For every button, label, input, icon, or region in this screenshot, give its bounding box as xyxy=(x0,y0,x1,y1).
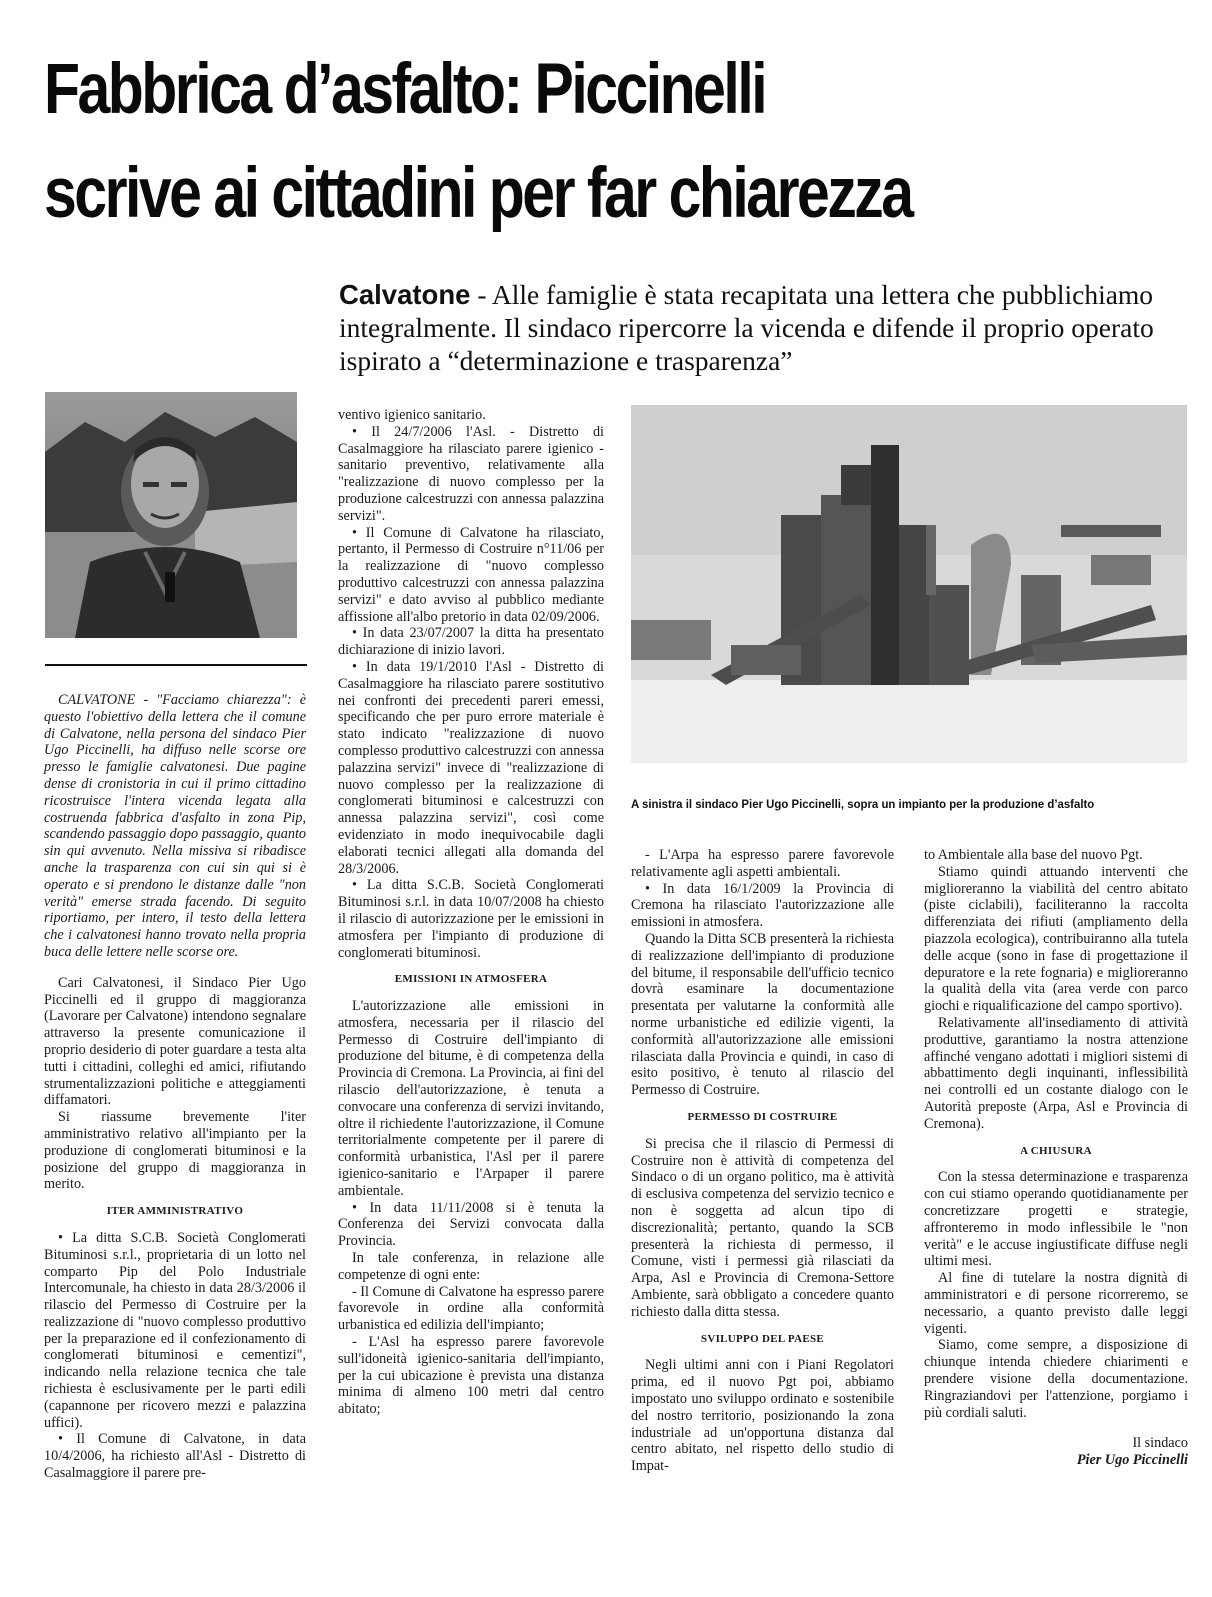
subheadline-place: Calvatone xyxy=(339,279,471,310)
article-paragraph: • In data 11/11/2008 si è tenuta la Conferenza dei Servizi convocata dalla Provincia. xyxy=(338,1199,604,1250)
article-paragraph: Relativamente all'insediamento di attività produttive, garantiamo la nostra attenzione affinché vengano adottati i migliori sistemi di abbattimento degli inquinanti, inflessibilità nei controlli ed un costante dialogo con le Autorità preposte (Arpa, Asl e Provincia di Cremona). xyxy=(924,1014,1188,1132)
article-paragraph: • Il Comune di Calvatone, in data 10/4/2006, ha richiesto all'Asl - Distretto di Casalmaggiore il parere pre- xyxy=(44,1431,306,1482)
section-heading: PERMESSO DI COSTRUIRE xyxy=(687,1110,838,1123)
section-heading: EMISSIONI IN ATMOSFERA xyxy=(394,973,548,986)
article-paragraph: Si precisa che il rilascio di Permessi di Costruire non è attività di competenza del Sindaco o di un organo politico, ma è attività di esclusiva competenza del servizio tecnico e non è soggetta ad alcun tipo di discrezionalità; pertanto, quando la SCB presenterà la richiesta di permesso, il Comune, visti i permessi già rilasciati da Arpa, Asl e Provincia di Cremona-Settore Ambiente, sarà obbligato a concedere quanto richiesto dalla ditta stessa. xyxy=(631,1135,894,1320)
article-paragraph: Siamo, come sempre, a disposizione di chiunque intenda chiedere chiarimenti e prendere visione della documentazione. Ringraziandovi per l'attenzione, porgiamo i più cordiali saluti. xyxy=(924,1337,1188,1421)
article-column-3 xyxy=(631,847,894,1475)
article-paragraph: to Ambientale alla base del nuovo Pgt. xyxy=(924,847,1143,863)
section-heading: A CHIUSURA xyxy=(1020,1144,1092,1157)
article-paragraph: • Il Comune di Calvatone ha rilasciato, pertanto, il Permesso di Costruire n°11/06 per la realizzazione di "nuovo complesso produttivo calcestruzzi con annessa palazzina servizi" e dato avviso al pubblico mediante affissione all'albo pretorio in data 02/09/2006. xyxy=(338,524,604,625)
article-paragraph: In tale conferenza, in relazione alle competenze di ogni ente: xyxy=(338,1250,604,1283)
article-paragraph: Cari Calvatonesi, il Sindaco Pier Ugo Piccinelli ed il gruppo di maggioranza (Lavorare per Calvatone) intendono segnalare attraverso la presente comunicazione il proprio desiderio di poter guardare a testa alta tutti i cittadini, colleghi ed amici, rifiutando strumentalizzazioni politiche e atteggiamenti diffamatori. xyxy=(44,974,306,1109)
asphalt-plant-photo xyxy=(631,405,1187,763)
section-heading: ITER AMMINISTRATIVO xyxy=(106,1205,244,1218)
article-paragraph: Con la stessa determinazione e trasparenza con cui stiamo operando quotidianamente per concretizzare progetti e strategie, affronteremo in modo inflessibile le "non verità" e le accuse ingiustificate diffuse negli ultimi mesi. xyxy=(924,1169,1188,1270)
signature-name: Pier Ugo Piccinelli xyxy=(1076,1452,1188,1469)
article-paragraph: - L'Asl ha espresso parere favorevole sull'idoneità igienico-sanitaria dell'impianto, per la cui ubicazione è prevista una distanza minima di almeno 100 metri dal centro abitato; xyxy=(338,1334,604,1418)
photo-caption: A sinistra il sindaco Pier Ugo Piccinelli, sopra un impianto per la produzione d’asfalto xyxy=(631,797,1095,811)
article-column-1 xyxy=(44,692,306,1482)
article-paragraph: Al fine di tutelare la nostra dignità di amministratori e di persone ricorreremo, se necessario, a quanto previsto dalle leggi vigenti. xyxy=(924,1270,1188,1337)
headline xyxy=(44,38,999,246)
article-paragraph: • La ditta S.C.B. Società Conglomerati Bituminosi s.r.l., proprietaria di un lotto nel comparto Pip del Polo Industriale Intercomunale, ha chiesto in data 28/3/2006 il rilascio del Permesso di Costruire per la realizzazione di "nuovo complesso produttivo per la preparazione ed il confezionamento di conglomerati bituminosi e cementizi", indicando nella relazione tecnica che tale richiesta è esclusivamente per le parti edili (capannone per ricovero mezzi e palazzina uffici). xyxy=(44,1229,306,1431)
subheadline xyxy=(339,278,1184,377)
article-paragraph: Negli ultimi anni con i Piani Regolatori prima, ed il nuovo Pgt poi, abbiamo impostato uno sviluppo ordinato e sostenibile del nostro territorio, posizionando la zona industriale ad un'opportuna distanza dal centro abitato, nel rispetto dello studio di Impat- xyxy=(631,1357,894,1475)
article-paragraph: Si riassume brevemente l'iter amministrativo relativo all'impianto per la produzione di conglomerati bituminosi e la posizione del gruppo di maggioranza in merito. xyxy=(44,1109,306,1193)
article-paragraph: L'autorizzazione alle emissioni in atmosfera, necessaria per il rilascio del Permesso di Costruire dell'impianto di produzione del bitume, è di competenza della Provincia di Cremona. La Provincia, ai fini del rilascio dell'autorizzazione, è tenuta a convocare una conferenza di servizi invitando, oltre il richiedente l'autorizzazione, il Comune territorialmente competente per il parere di conformità urbanistica, l'Asl per il parere igienico-sanitario e l'Arpaper il parere ambientale. xyxy=(338,998,604,1199)
article-column-4 xyxy=(924,847,1188,1469)
article-paragraph: CALVATONE - "Facciamo chiarezza": è questo l'obiettivo della lettera che il comune di Calvatone, nella persona del sindaco Pier Ugo Piccinelli, ha diffuso nelle scorse ore presso le famiglie calvatonesi. Due pagine dense di cronistoria in cui il primo cittadino ricostruisce l'intera vicenda legata alla costruenda fabbrica d'asfalto in zona Pip, scandendo passaggio dopo passaggio, quanto sin qui avvenuto. Nella missiva si ribadisce anche la trasparenza con cui sin qui si è operato e si prendono le distanze dalle "non verità" emerse strada facendo. Di seguito riportiamo, per intero, il testo della lettera che i calvatonesi hanno trovato nella propria buca delle lettere nelle scorse ore. xyxy=(44,692,306,960)
column-divider-rule xyxy=(45,664,307,666)
article-paragraph: • In data 16/1/2009 la Provincia di Cremona ha rilasciato l'autorizzazione alle emissioni in atmosfera. xyxy=(631,880,894,931)
subheadline-text: - Alle famiglie è stata recapitata una lettera che pubblichiamo integralmente. Il sindaco ripercorre la vicenda e difende il proprio operato ispirato a “determinazione e trasparenza” xyxy=(339,279,1154,376)
headline-line-1: Fabbrica d’asfalto: Piccinelli xyxy=(44,50,766,129)
headline-line-2: scrive ai cittadini per far chiarezza xyxy=(44,154,912,233)
article-paragraph: Stiamo quindi attuando interventi che miglioreranno la viabilità del centro abitato (piste ciclabili), faciliteranno la raccolta differenziata dei rifiuti (ampliamento della piazzola ecologica), contribuiranno alla tutela delle acque (sono in fase di progettazione il depuratore e la rete fognaria) e miglioreranno la qualità della vita (area verde con parco giochi e riqualificazione del campo sportivo). xyxy=(924,863,1188,1015)
article-paragraph: • La ditta S.C.B. Società Conglomerati Bituminosi s.r.l. in data 10/07/2008 ha chiesto il rilascio di autorizzazione per le emissioni in atmosfera per l'impianto di produzione di conglomerati bituminosi. xyxy=(338,877,604,961)
article-paragraph: • In data 19/1/2010 l'Asl - Distretto di Casalmaggiore ha rilasciato parere sostitutivo nei confronti dei precedenti pareri emessi, specificando che per puro errore materiale è stato indicato "realizzazione di nuovo complesso produttivo calcestruzzi con annessa palazzina servizi" invece di "realizzazione di nuovo complesso per la realizzazione di conglomerati bituminosi e calcestruzzi con annessa palazzina servizi", così come evidenziato in modo inequivocabile dagli elaborati tecnici allegati alla domanda del 28/3/2006. xyxy=(338,658,604,877)
article-paragraph: • In data 23/07/2007 la ditta ha presentato dichiarazione di inizio lavori. xyxy=(338,625,604,659)
article-paragraph: - Il Comune di Calvatone ha espresso parere favorevole in ordine alla conformità urbanistica ed edilizia dell'impianto; xyxy=(338,1283,604,1334)
article-paragraph: Quando la Ditta SCB presenterà la richiesta di realizzazione dell'impianto di produzione del bitume, il responsabile dell'ufficio tecnico dovrà esaminare la documentazione presentata per valutarne la conformità alle norme urbanistiche ed edilizie vigenti, la conformità all'autorizzazione alle emissioni rilasciata dalla Provincia e quindi, in caso di esito positivo, è tenuto al rilascio del Permesso di Costruire. xyxy=(631,930,894,1099)
article-paragraph: - L'Arpa ha espresso parere favorevole relativamente agli aspetti ambientali. xyxy=(631,847,894,880)
signature-title: Il sindaco xyxy=(1132,1435,1188,1452)
article-paragraph: • Il 24/7/2006 l'Asl. - Distretto di Casalmaggiore ha rilasciato parere igienico - sanitario preventivo, relativamente alla "realizzazione di nuovo complesso per la produzione calcestruzzi con annessa palazzina servizi". xyxy=(338,423,604,524)
mayor-portrait-photo xyxy=(45,392,297,638)
article-paragraph: ventivo igienico sanitario. xyxy=(338,407,486,423)
article-column-2 xyxy=(338,407,604,1418)
section-heading: SVILUPPO DEL PAESE xyxy=(700,1332,825,1345)
